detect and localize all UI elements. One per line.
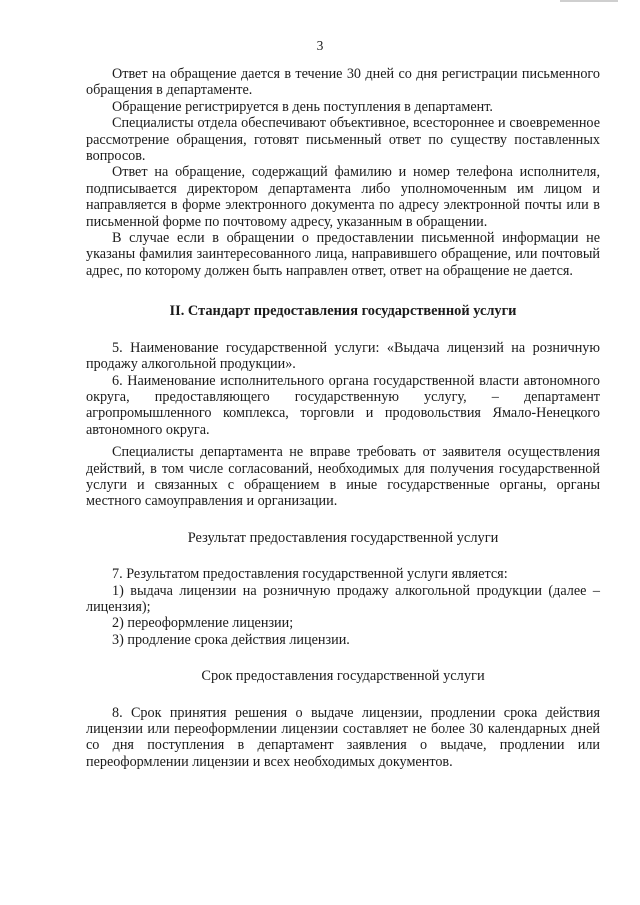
paragraph-response-deadline: Ответ на обращение дается в течение 30 дней со дня регистрации письменного обращения в департаменте. xyxy=(86,66,600,99)
list-item-issue: 1) выдача лицензии на розничную продажу алкогольной продукции (далее – лицензия); xyxy=(86,582,600,615)
subheading-term: Срок предоставления государственной услуги xyxy=(201,668,485,685)
document-body xyxy=(86,66,600,770)
page-number: 3 xyxy=(316,38,324,53)
paragraph-response-signing: Ответ на обращение, содержащий фамилию и номер телефона исполнителя, подписывается директором департамента либо уполномоченным им лицом и направляется в форме электронного документа по адресу электронной почты или в письменной форме по почтовому адресу, указанным в обращении. xyxy=(86,164,600,230)
paragraph-decision-term: 8. Срок принятия решения о выдаче лицензии, продлении срока действия лицензии или переоформлении лицензии составляет не более 30 календарных дней со дня поступления в департамент заявления о выдаче, продлении или переоформлении лицензии и всех необходимых документов. xyxy=(86,704,600,770)
paragraph-no-demands: Специалисты департамента не вправе требовать от заявителя осуществления действий, в том числе согласований, необходимых для получения государственной услуги и связанных с обращением в иные государственные органы, органы местного самоуправления и организации. xyxy=(86,444,600,510)
list-item-reissue: 2) переоформление лицензии; xyxy=(112,615,294,632)
paragraph-specialists-review: Специалисты отдела обеспечивают объективное, всестороннее и своевременное рассмотрение обращения, готовят письменный ответ по существу поставленных вопросов. xyxy=(86,115,600,165)
paragraph-service-name: 5. Наименование государственной услуги: «Выдача лицензий на розничную продажу алкогольной продукции». xyxy=(86,339,600,373)
section-title: II. Стандарт предоставления государственной услуги xyxy=(169,303,517,320)
paragraph-result-intro: 7. Результатом предоставления государственной услуги является: xyxy=(112,566,508,583)
paragraph-registration: Обращение регистрируется в день поступления в департамент. xyxy=(112,98,493,115)
paragraph-executive-body: 6. Наименование исполнительного органа государственной власти автономного округа, предоставляющего государственную услугу, – департамент агропромышленного комплекса, торговли и продовольствия Ямало-Ненецкого автономного округа. xyxy=(86,372,600,438)
paragraph-no-response: В случае если в обращении о предоставлении письменной информации не указаны фамилия заинтересованного лица, направившего обращение, или почтовый адрес, по которому должен быть направлен ответ, ответ на обращение не дается. xyxy=(86,230,600,279)
list-item-extension: 3) продление срока действия лицензии. xyxy=(112,631,350,648)
scan-edge-mark xyxy=(560,0,618,2)
subheading-result: Результат предоставления государственной услуги xyxy=(187,529,499,546)
